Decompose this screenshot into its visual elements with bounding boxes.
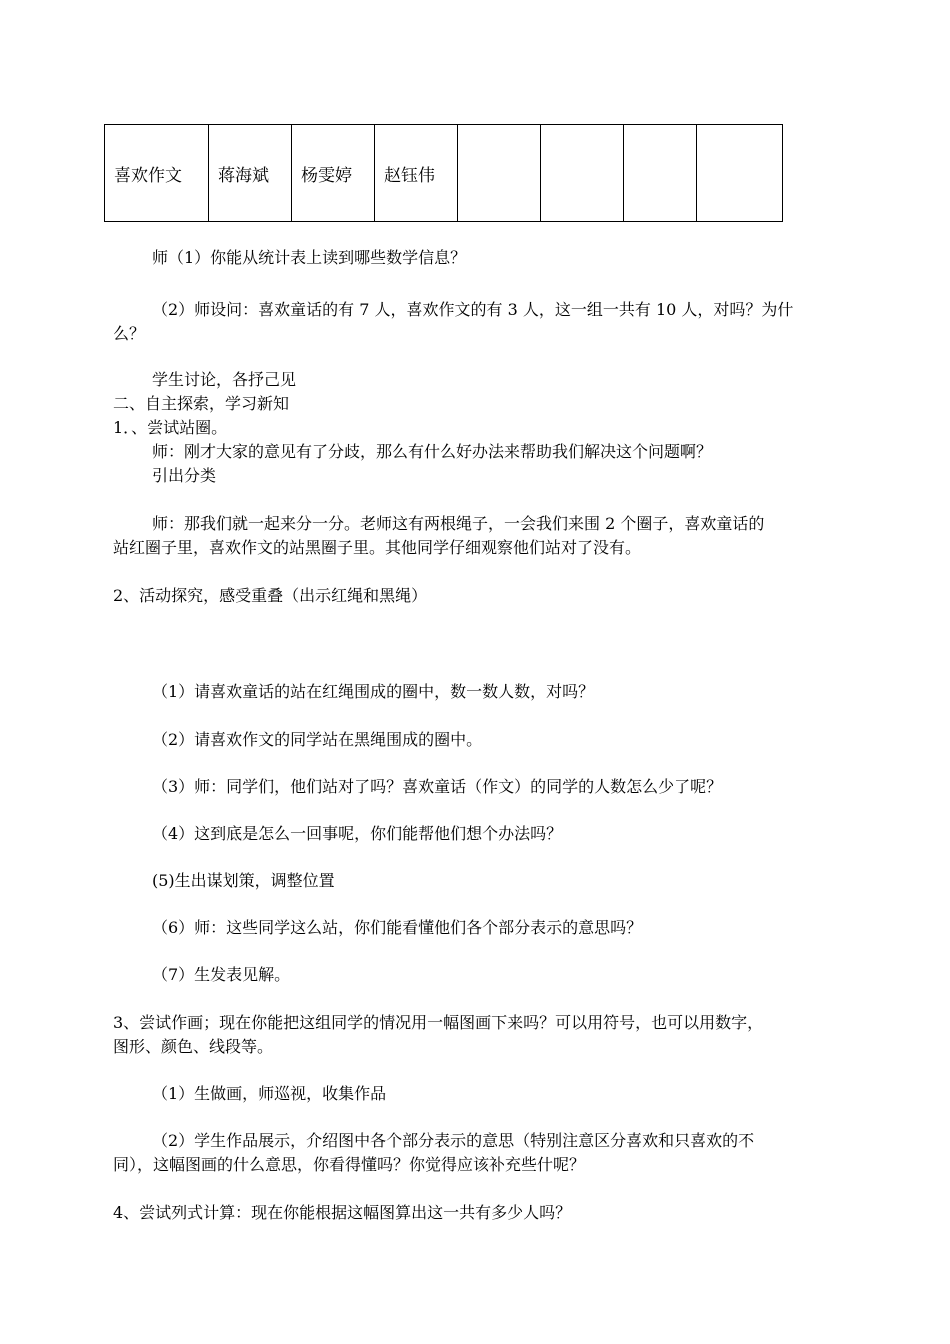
paragraph: （2）学生作品展示，介绍图中各个部分表示的意思（特别注意区分喜欢和只喜欢的不 [152,1131,755,1150]
paragraph: 师：那我们就一起来分一分。老师这有两根绳子，一会我们来围 2 个圈子，喜欢童话的 [152,514,765,533]
table-cell: 喜欢作文 [105,125,209,222]
paragraph: 图形、颜色、线段等。 [113,1037,274,1056]
paragraph: （1）请喜欢童话的站在红绳围成的圈中，数一数人数，对吗？ [152,682,595,701]
table-cell: 杨雯婷 [292,125,375,222]
table-cell [624,125,697,222]
table-cell [697,125,783,222]
section-heading: 二、自主探索，学习新知 [113,394,290,413]
paragraph: 站红圈子里，喜欢作文的站黑圈子里。其他同学仔细观察他们站对了没有。 [113,538,642,557]
section-heading: 4、尝试列式计算：现在你能根据这幅图算出这一共有多少人吗？ [113,1203,572,1222]
table-cell: 赵钰伟 [375,125,458,222]
paragraph: （2）请喜欢作文的同学站在黑绳围成的圈中。 [152,730,483,749]
paragraph: （7）生发表见解。 [152,965,291,984]
paragraph: 同），这幅图画的什么意思，你看得懂吗？你觉得应该补充些什呢？ [113,1155,586,1174]
paragraph: （6）师：这些同学这么站，你们能看懂他们各个部分表示的意思吗？ [152,918,643,937]
table-row [105,125,783,222]
statistics-table [104,124,783,222]
section-heading: 3、尝试作画；现在你能把这组同学的情况用一幅图画下来吗？可以用符号，也可以用数字， [113,1013,764,1032]
section-heading: 2、活动探究，感受重叠（出示红绳和黑绳） [113,586,428,605]
table-cell: 蒋海斌 [209,125,292,222]
paragraph: （1）生做画，师巡视，收集作品 [152,1084,387,1103]
paragraph: 学生讨论，各抒己见 [152,370,297,389]
paragraph: 么？ [113,324,146,343]
paragraph: （2）师设问：喜欢童话的有 7 人，喜欢作文的有 3 人，这一组一共有 10 人，对吗？为什 [152,300,794,319]
paragraph: （4）这到底是怎么一回事呢，你们能帮他们想个办法吗？ [152,824,563,843]
paragraph: （3）师：同学们，他们站对了吗？喜欢童话（作文）的同学的人数怎么少了呢？ [152,777,723,796]
paragraph: 师：刚才大家的意见有了分歧，那么有什么好办法来帮助我们解决这个问题啊？ [152,442,713,461]
paragraph: (5)生出谋划策，调整位置 [152,871,335,890]
table-cell [541,125,624,222]
paragraph: 引出分类 [152,466,217,485]
paragraph: 师（1）你能从统计表上读到哪些数学信息？ [152,248,467,267]
table-cell [458,125,541,222]
section-heading: 1．、尝试站圈。 [113,418,228,437]
